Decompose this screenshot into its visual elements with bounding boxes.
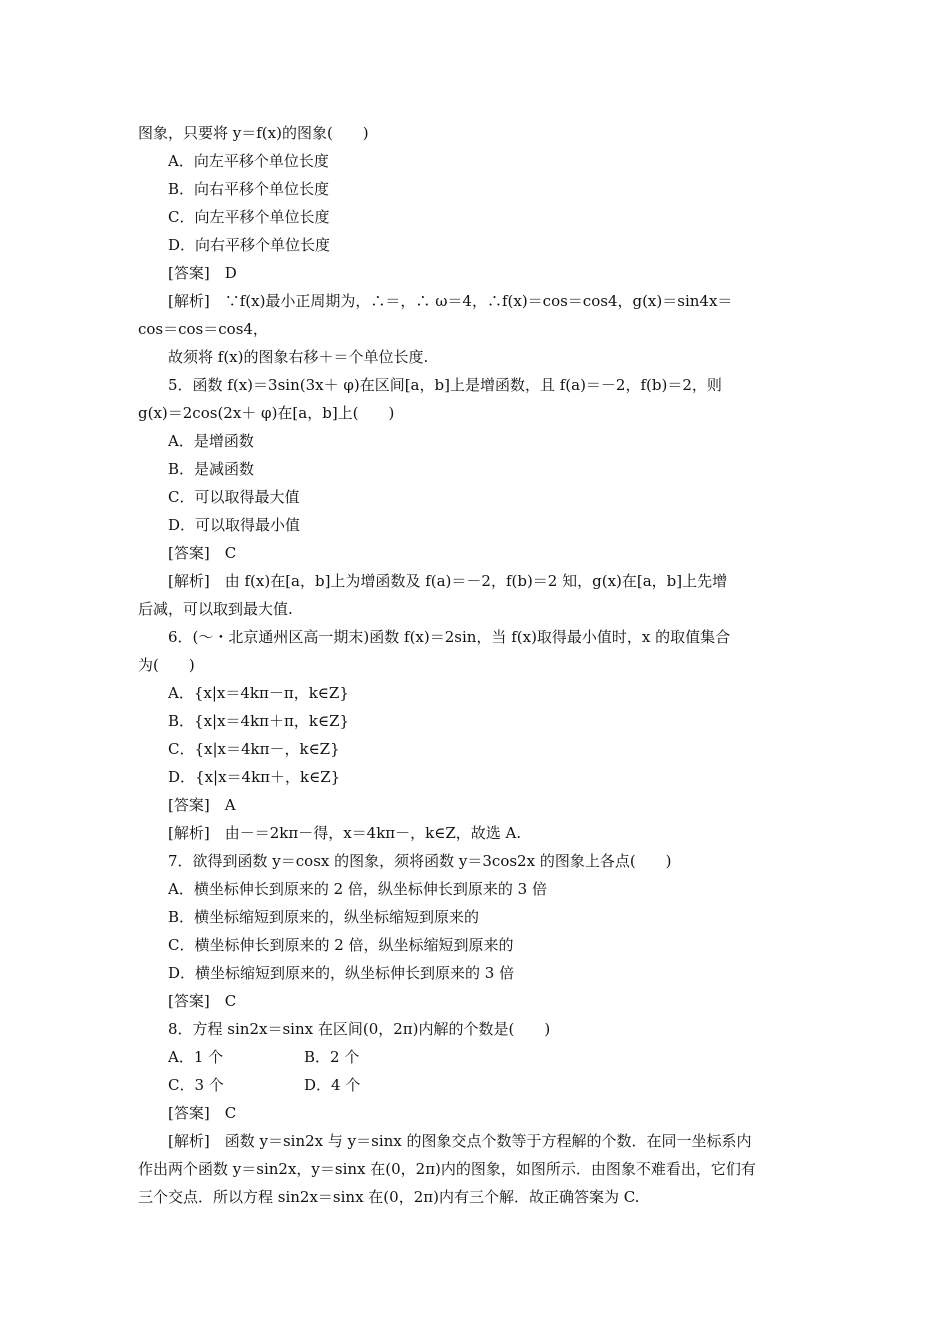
option-b: B．是减函数 xyxy=(168,460,255,478)
question-7: 7．欲得到函数 y＝cosx 的图象，须将函数 y＝3cos2x 的图象上各点( ) xyxy=(168,852,672,870)
analysis-line: [解析] 由－＝2kπ－得，x＝4kπ－，k∈Z，故选 A. xyxy=(168,824,522,842)
text-line: 为( ) xyxy=(138,656,195,674)
option-a: A．{x|x＝4kπ－π，k∈Z} xyxy=(168,684,349,702)
option-c: C．可以取得最大值 xyxy=(168,488,300,506)
question-8: 8．方程 sin2x＝sinx 在区间(0，2π)内解的个数是( ) xyxy=(168,1020,551,1038)
option-b: B．{x|x＝4kπ＋π，k∈Z} xyxy=(168,712,350,730)
answer-line: [答案] C xyxy=(168,992,237,1010)
text-line: 图象，只要将 y＝f(x)的图象( ) xyxy=(138,124,369,142)
option-a: A．1 个 xyxy=(168,1048,224,1066)
option-b: B．向右平移个单位长度 xyxy=(168,180,330,198)
option-d: D．可以取得最小值 xyxy=(168,516,301,534)
option-c: C．{x|x＝4kπ－，k∈Z} xyxy=(168,740,340,758)
answer-line: [答案] C xyxy=(168,1104,237,1122)
answer-line: [答案] D xyxy=(168,264,237,282)
option-d: D．{x|x＝4kπ＋，k∈Z} xyxy=(168,768,341,786)
option-a: A．横坐标伸长到原来的 2 倍，纵坐标伸长到原来的 3 倍 xyxy=(168,880,547,898)
analysis-line: [解析] 由 f(x)在[a，b]上为增函数及 f(a)＝－2，f(b)＝2 知，g(x)在[a，b]上先增 xyxy=(168,572,728,590)
question-6: 6．(～・北京通州区高一期末)函数 f(x)＝2sin，当 f(x)取得最小值时，x 的取值集合 xyxy=(168,628,731,646)
analysis-line: [解析] 函数 y＝sin2x 与 y＝sinx 的图象交点个数等于方程解的个数．在同一坐标系内 xyxy=(168,1132,752,1150)
answer-line: [答案] C xyxy=(168,544,237,562)
text-line: 作出两个函数 y＝sin2x，y＝sinx 在(0，2π)内的图象，如图所示．由图象不难看出，它们有 xyxy=(138,1160,756,1178)
option-a: A．是增函数 xyxy=(168,432,254,450)
option-c: C．向左平移个单位长度 xyxy=(168,208,330,226)
text-line: cos＝cos＝cos4， xyxy=(138,320,268,338)
option-d: D．横坐标缩短到原来的，纵坐标伸长到原来的 3 倍 xyxy=(168,964,515,982)
option-d: D．向右平移个单位长度 xyxy=(168,236,331,254)
option-b: B．2 个 xyxy=(304,1048,360,1066)
option-c: C．3 个 xyxy=(168,1076,224,1094)
text-line: g(x)＝2cos(2x＋ φ)在[a，b]上( ) xyxy=(138,404,395,422)
text-line: 后减，可以取到最大值. xyxy=(138,600,293,618)
text-line: 三个交点．所以方程 sin2x＝sinx 在(0，2π)内有三个解．故正确答案为 C. xyxy=(138,1188,640,1206)
analysis-line: [解析] ∵f(x)最小正周期为，∴＝，∴ ω＝4，∴f(x)＝cos＝cos4，g(x)＝sin4x＝ xyxy=(168,292,733,310)
option-b: B．横坐标缩短到原来的，纵坐标缩短到原来的 xyxy=(168,908,480,926)
option-a: A．向左平移个单位长度 xyxy=(168,152,329,170)
answer-line: [答案] A xyxy=(168,796,236,814)
options-row-2 xyxy=(168,1075,468,1095)
option-d: D．4 个 xyxy=(304,1076,361,1094)
text-line: 故须将 f(x)的图象右移＋＝个单位长度. xyxy=(168,348,429,366)
option-c: C．横坐标伸长到原来的 2 倍，纵坐标缩短到原来的 xyxy=(168,936,514,954)
options-row-1 xyxy=(168,1047,468,1067)
question-5: 5．函数 f(x)＝3sin(3x＋ φ)在区间[a，b]上是增函数，且 f(a)＝－2，f(b)＝2，则 xyxy=(168,376,722,394)
